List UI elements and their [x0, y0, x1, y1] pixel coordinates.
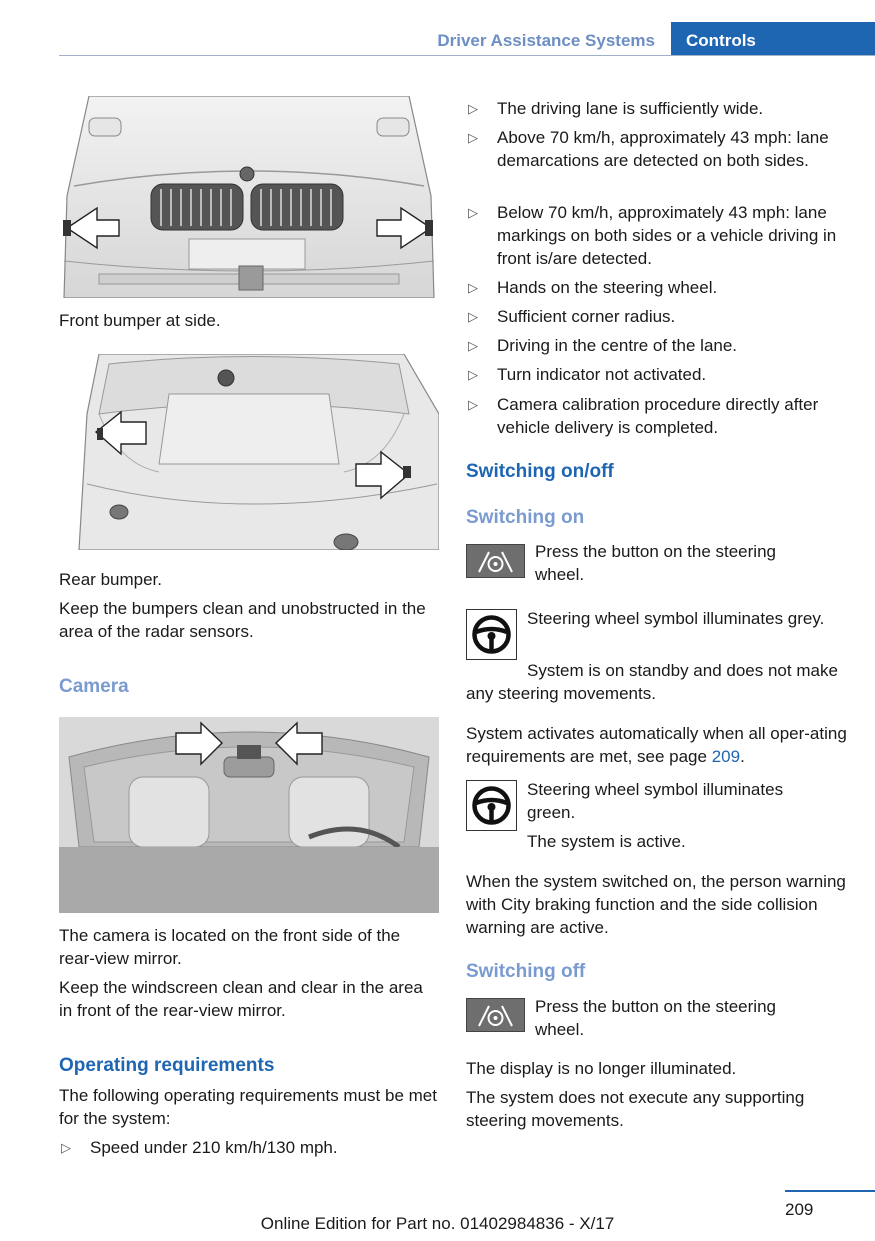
- auto-activation-text: System activates automatically when all oper-ating requirements are met, see page 209.: [466, 724, 847, 766]
- camera-heading: Camera: [59, 676, 129, 697]
- rear-bumper-illustration: [59, 354, 439, 550]
- lane-assist-button-icon: [466, 998, 525, 1032]
- bullet-triangle-icon: ▷: [468, 130, 478, 145]
- switching-off-heading: Switching off: [466, 961, 586, 982]
- system-active-text: The system is active.: [527, 832, 686, 851]
- steering-wheel-green-icon: [466, 780, 517, 831]
- keep-bumpers-text: Keep the bumpers clean and unobstructed in the area of the radar sensors.: [59, 599, 426, 641]
- lane-assist-button-icon: [466, 544, 525, 578]
- req-bullet-5: ▷ Sufficient corner radius.: [468, 307, 676, 326]
- page-209-link[interactable]: 209: [711, 747, 741, 766]
- running-header-section: Driver Assistance Systems: [437, 31, 655, 50]
- caption-front-bumper: Front bumper at side.: [59, 311, 221, 330]
- no-steering-support-text: The system does not execute any supporting steering movements.: [466, 1088, 805, 1130]
- operating-requirements-intro: The following operating requirements must be met for the system:: [59, 1086, 437, 1128]
- steering-wheel-grey-icon: [466, 609, 517, 660]
- bullet-triangle-icon: ▷: [61, 1140, 71, 1155]
- camera-illustration: [59, 717, 439, 913]
- footer-rule: [785, 1190, 875, 1192]
- bullet-triangle-icon: ▷: [468, 309, 478, 324]
- req-bullet-8: ▷ Camera calibration procedure directly after vehicle delivery is completed.: [468, 395, 819, 437]
- req-bullet-3: ▷ Below 70 km/h, approximately 43 mph: lane markings on both sides or a vehicle driving in front is/are detected.: [468, 203, 837, 268]
- standby-text: System is on standby and does not make any steering movements.: [466, 661, 838, 703]
- page-number: 209: [785, 1200, 814, 1219]
- display-not-illuminated-text: The display is no longer illuminated.: [466, 1059, 737, 1078]
- bullet-triangle-icon: ▷: [468, 205, 478, 220]
- bullet-triangle-icon: ▷: [468, 338, 478, 353]
- bullet-triangle-icon: ▷: [468, 280, 478, 295]
- bullet-triangle-icon: ▷: [468, 397, 478, 412]
- green-symbol-text: Steering wheel symbol illuminates green.: [527, 780, 784, 822]
- switching-on-heading: Switching on: [466, 507, 585, 528]
- req-bullet-6: ▷ Driving in the centre of the lane.: [468, 336, 738, 355]
- req-bullet-2: ▷ Above 70 km/h, approximately 43 mph: lane demarcations are detected on both sides.: [468, 128, 829, 170]
- switching-heading: Switching on/off: [466, 461, 614, 482]
- req-bullet-4: ▷ Hands on the steering wheel.: [468, 278, 718, 297]
- camera-caption: The camera is located on the front side of the rear-view mirror.: [59, 926, 401, 968]
- req-bullet-1: ▷ The driving lane is sufficiently wide.: [468, 99, 764, 118]
- caption-rear-bumper: Rear bumper.: [59, 570, 162, 589]
- running-header-tab: Controls: [671, 22, 875, 56]
- keep-windscreen-text: Keep the windscreen clean and clear in the area in front of the rear-view mirror.: [59, 978, 423, 1020]
- edition-footer: Online Edition for Part no. 01402984836 - X/17: [260, 1214, 615, 1233]
- grey-symbol-text: Steering wheel symbol illuminates grey.: [527, 609, 825, 628]
- when-switched-on-text: When the system switched on, the person warning with City braking function and the side collision warning are active.: [466, 872, 846, 937]
- switching-off-press-text: Press the button on the steering wheel.: [535, 997, 776, 1039]
- header-rule: [59, 55, 875, 56]
- operating-requirements-heading: Operating requirements: [59, 1055, 275, 1076]
- bullet-triangle-icon: ▷: [468, 367, 478, 382]
- op-bullet-speed: ▷ Speed under 210 km/h/130 mph.: [61, 1138, 338, 1157]
- bullet-triangle-icon: ▷: [468, 101, 478, 116]
- front-bumper-illustration: [59, 96, 439, 298]
- switching-on-press-text: Press the button on the steering wheel.: [535, 542, 776, 584]
- req-bullet-7: ▷ Turn indicator not activated.: [468, 365, 707, 384]
